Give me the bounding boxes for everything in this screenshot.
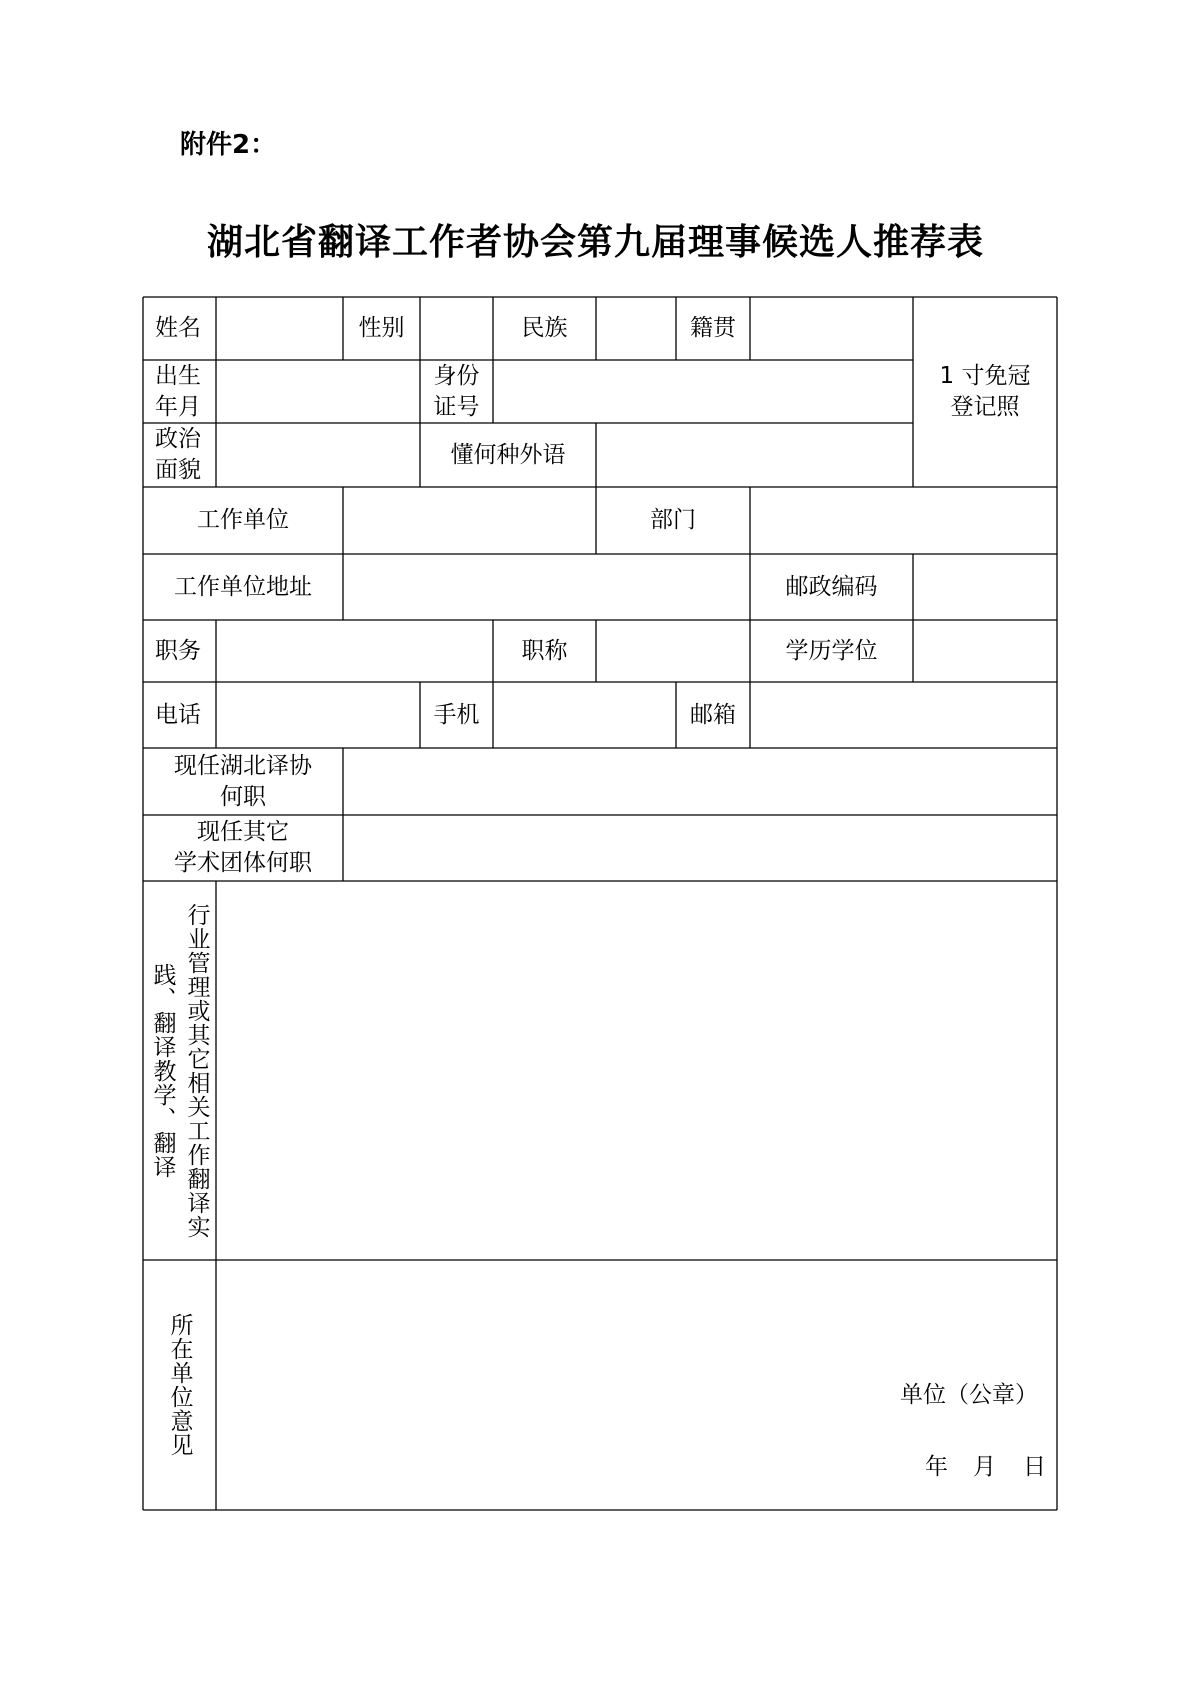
ethnicity-label: 民族 xyxy=(521,315,568,341)
date-year-label: 年 xyxy=(925,1454,948,1480)
postal-code-field[interactable] xyxy=(913,554,1057,620)
birth-label xyxy=(143,360,216,423)
gender-label: 性别 xyxy=(358,315,405,341)
department-field[interactable] xyxy=(750,487,1057,554)
id-label xyxy=(420,360,493,423)
photo-label-line2: 登记照 xyxy=(950,394,1020,420)
native-place-field[interactable] xyxy=(750,297,913,360)
id-label-line2: 证号 xyxy=(433,393,480,420)
workplace-address-field[interactable] xyxy=(343,554,750,620)
mobile-field[interactable] xyxy=(493,682,676,748)
birth-label-line2: 年月 xyxy=(155,393,201,420)
postal-code-label: 邮政编码 xyxy=(785,573,878,600)
languages-label: 懂何种外语 xyxy=(450,441,566,468)
political-field[interactable] xyxy=(216,423,420,487)
email-label: 邮箱 xyxy=(690,701,736,728)
hbta-role-field[interactable] xyxy=(343,748,1057,815)
birth-label-line1: 出生 xyxy=(155,362,201,389)
opinion-label-text: 所在单位意见 xyxy=(166,1313,193,1457)
experience-label-col2: 翻译实践、翻译教学、翻译 xyxy=(149,962,210,1239)
ethnicity-field[interactable] xyxy=(596,297,676,360)
political-label-line1: 政治 xyxy=(155,426,201,452)
experience-label-col1: 行业管理或其它相关工作 xyxy=(183,902,210,1167)
other-role-label-line1: 现任其它 xyxy=(197,819,289,845)
other-role-label xyxy=(143,815,343,881)
attachment-label: 附件2： xyxy=(180,130,277,160)
political-label-line2: 面貌 xyxy=(155,457,201,483)
workplace-label: 工作单位 xyxy=(197,507,289,533)
phone-field[interactable] xyxy=(216,682,420,748)
hbta-role-label-line2: 何职 xyxy=(220,783,266,810)
title-rank-field[interactable] xyxy=(596,620,750,682)
languages-field[interactable] xyxy=(596,423,913,487)
political-label xyxy=(143,423,216,487)
workplace-field[interactable] xyxy=(343,487,596,554)
photo-box[interactable] xyxy=(913,297,1057,487)
hbta-role-label xyxy=(143,748,343,815)
name-label: 姓名 xyxy=(155,315,201,341)
form-title: 湖北省翻译工作者协会第九届理事候选人推荐表 xyxy=(206,221,984,263)
photo-label-line1: 1 寸免冠 xyxy=(939,363,1031,389)
hbta-role-label-line1: 现任湖北译协 xyxy=(174,752,312,779)
experience-field[interactable] xyxy=(216,881,1057,1260)
seal-label: 单位（公章） xyxy=(900,1382,1038,1408)
id-label-line1: 身份 xyxy=(433,362,480,389)
department-label: 部门 xyxy=(650,507,696,533)
other-role-field[interactable] xyxy=(343,815,1057,881)
gender-field[interactable] xyxy=(420,297,493,360)
date-month-label: 月 xyxy=(973,1454,996,1480)
phone-label: 电话 xyxy=(155,701,201,728)
mobile-label: 手机 xyxy=(433,701,480,728)
email-field[interactable] xyxy=(750,682,1057,748)
workplace-address-label: 工作单位地址 xyxy=(174,573,312,600)
birth-field[interactable] xyxy=(216,360,420,423)
position-label: 职务 xyxy=(155,637,201,664)
name-field[interactable] xyxy=(216,297,343,360)
native-place-label: 籍贯 xyxy=(690,315,736,341)
other-role-label-line2: 学术团体何职 xyxy=(174,850,312,876)
education-label: 学历学位 xyxy=(785,637,878,664)
experience-label-text xyxy=(146,881,214,1260)
experience-label xyxy=(143,881,216,1260)
id-field[interactable] xyxy=(493,360,913,423)
position-field[interactable] xyxy=(216,620,493,682)
opinion-label xyxy=(143,1260,216,1510)
title-rank-label: 职称 xyxy=(521,637,568,664)
date-day-label: 日 xyxy=(1023,1454,1046,1480)
education-field[interactable] xyxy=(913,620,1057,682)
